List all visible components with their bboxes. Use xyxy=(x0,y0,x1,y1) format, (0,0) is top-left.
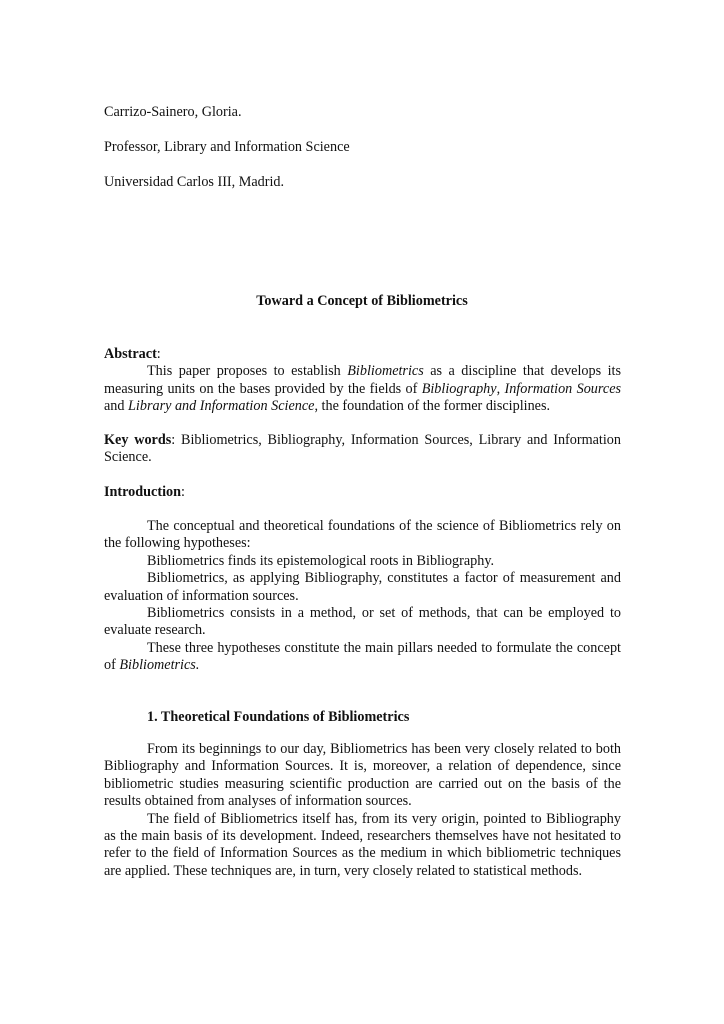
author-affiliation: Universidad Carlos III, Madrid. xyxy=(104,174,285,190)
abstract-label: Abstract xyxy=(104,346,157,362)
keywords xyxy=(104,432,621,467)
introduction-body xyxy=(104,518,621,675)
abstract-colon: : xyxy=(156,346,161,362)
introduction-heading: Introduction: xyxy=(104,484,185,500)
section-heading: 1. Theoretical Foundations of Bibliometrics xyxy=(147,709,410,725)
abstract-text: This paper proposes to establish Bibliometrics as a discipline that develops its measuring units on the bases provided by the fields of Bibliography, Information Sources and Library and Information Science, the foundation of the former disciplines. xyxy=(104,363,622,415)
hypothesis-2: Bibliometrics, as applying Bibliography, constitutes a factor of measurement and evaluation of information sources. xyxy=(104,570,621,604)
hypothesis-3: Bibliometrics consists in a method, or set of methods, that can be employed to evaluate research. xyxy=(104,605,621,639)
author-name: Carrizo-Sainero, Gloria. xyxy=(104,104,242,120)
introduction-paragraph: The conceptual and theoretical foundations of the science of Bibliometrics rely on the following hypotheses: xyxy=(104,518,621,552)
section-1-paragraph-2: The field of Bibliometrics itself has, from its very origin, pointed to Bibliography as the main basis of its development. Indeed, researchers themselves have not hesitated to refer to the field of Information Sources as the medium in which bibliometric techniques are applied. These techniques are, in turn, very closely related to statistical methods. xyxy=(104,810,621,879)
author-position: Professor, Library and Information Science xyxy=(104,139,350,155)
paper-title: Toward a Concept of Bibliometrics xyxy=(256,293,468,309)
introduction-closing: These three hypotheses constitute the main pillars needed to formulate the concept of Bibliometrics. xyxy=(104,639,621,674)
keywords-text: : Bibliometrics, Bibliography, Information Sources, Library and Information Science. xyxy=(104,432,621,466)
hypothesis-1: Bibliometrics finds its epistemological roots in Bibliography. xyxy=(147,552,495,569)
introduction-label: Introduction xyxy=(104,484,181,500)
section-1-paragraph-1: From its beginnings to our day, Bibliometrics has been very closely related to both Bibliography and Information Sources. It is, moreover, a relation of dependence, since bibliometric studies measuring scientific production are carried out on the basis of the results obtained from analyses of information sources. xyxy=(104,741,621,810)
keywords-label: Key words xyxy=(104,432,172,448)
abstract-section xyxy=(104,346,621,416)
section-1-body xyxy=(104,741,621,880)
